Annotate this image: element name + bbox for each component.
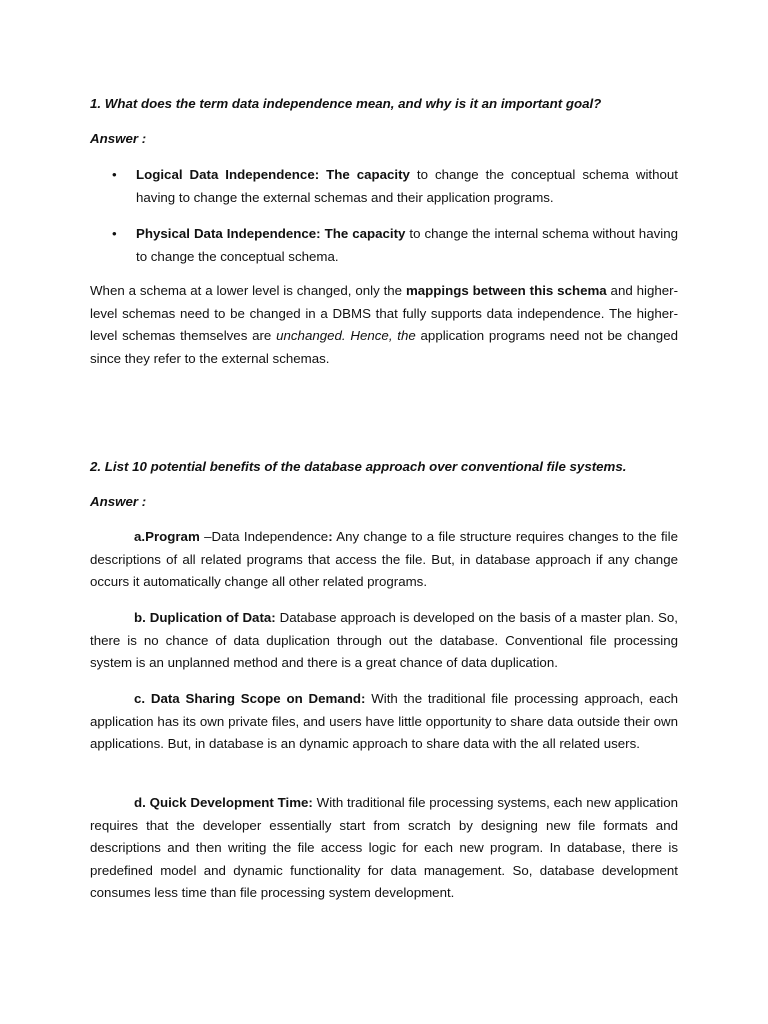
bullet-term: Physical Data Independence (136, 226, 317, 241)
para-text: When a schema at a lower level is changed, only the (90, 283, 406, 298)
benefit-item (90, 792, 678, 905)
question-2: 2. List 10 potential benefits of the database approach over conventional file systems. (90, 459, 627, 474)
bullet-text: to change the conceptual schema without having to change the external schemas and their application programs. (136, 167, 678, 205)
para-text: application programs need not be changed since they refer to the external schemas. (90, 328, 678, 366)
bullet-item (90, 164, 678, 209)
benefit-head: b. Duplication of Data: (134, 610, 276, 625)
benefit-head: a.Program (134, 529, 200, 544)
benefit-text: Any change to a file structure requires changes to the file descriptions of all related programs that access the file. But, in database approach if any change occurs it automatically change all other related programs. (90, 529, 678, 589)
benefit-head: d. Quick Development Time: (134, 795, 313, 810)
answer-label-2: Answer : (90, 494, 147, 509)
benefit-text: With the traditional file processing approach, each application has its own private files, and users have little opportunity to share data outside their own applications. But, in database is an dynamic approach to share data with the all related users. (90, 691, 678, 751)
bullet-item (90, 223, 678, 268)
para-text: and higher-level schemas need to be changed in a DBMS that fully supports data independence. The higher-level schemas themselves are (90, 283, 678, 343)
benefit-head-colon: : (328, 529, 333, 544)
answer-label-1: Answer : (90, 131, 147, 146)
question-1: 1. What does the term data independence mean, and why is it an important goal? (90, 96, 602, 111)
benefit-text: Database approach is developed on the basis of a master plan. So, there is no chance of data duplication through out the database. Conventional file processing system is an unplanned method and there is a great chance of data duplication. (90, 610, 679, 670)
bullet-text: to change the internal schema without having to change the conceptual schema. (136, 226, 678, 264)
benefit-item (90, 526, 678, 594)
bullet-term: Logical Data Independence (136, 167, 315, 182)
benefit-item (90, 607, 678, 675)
answer-1-bullets (90, 164, 678, 282)
bullet-dot-icon: • (112, 226, 117, 241)
para-bold: mappings between this schema (405, 283, 607, 298)
answer-1-paragraph (90, 280, 678, 370)
para-italic: unchanged. Hence, the (276, 328, 416, 343)
benefit-head-rest: –Data Independence (199, 529, 329, 544)
bullet-term-suffix: : The capacity (314, 167, 410, 182)
bullet-term-suffix: : The capacity (316, 226, 406, 241)
benefit-item (90, 688, 678, 756)
benefit-head: c. Data Sharing Scope on Demand: (134, 691, 366, 706)
benefit-text: With traditional file processing systems, each new application requires that the developer essentially start from scratch by designing new file formats and descriptions and then writing the file access logic for each new program. In database, there is predefined model and dynamic functionality for data management. So, database development consumes less time than file processing system development. (90, 795, 678, 900)
bullet-dot-icon: • (112, 167, 117, 182)
